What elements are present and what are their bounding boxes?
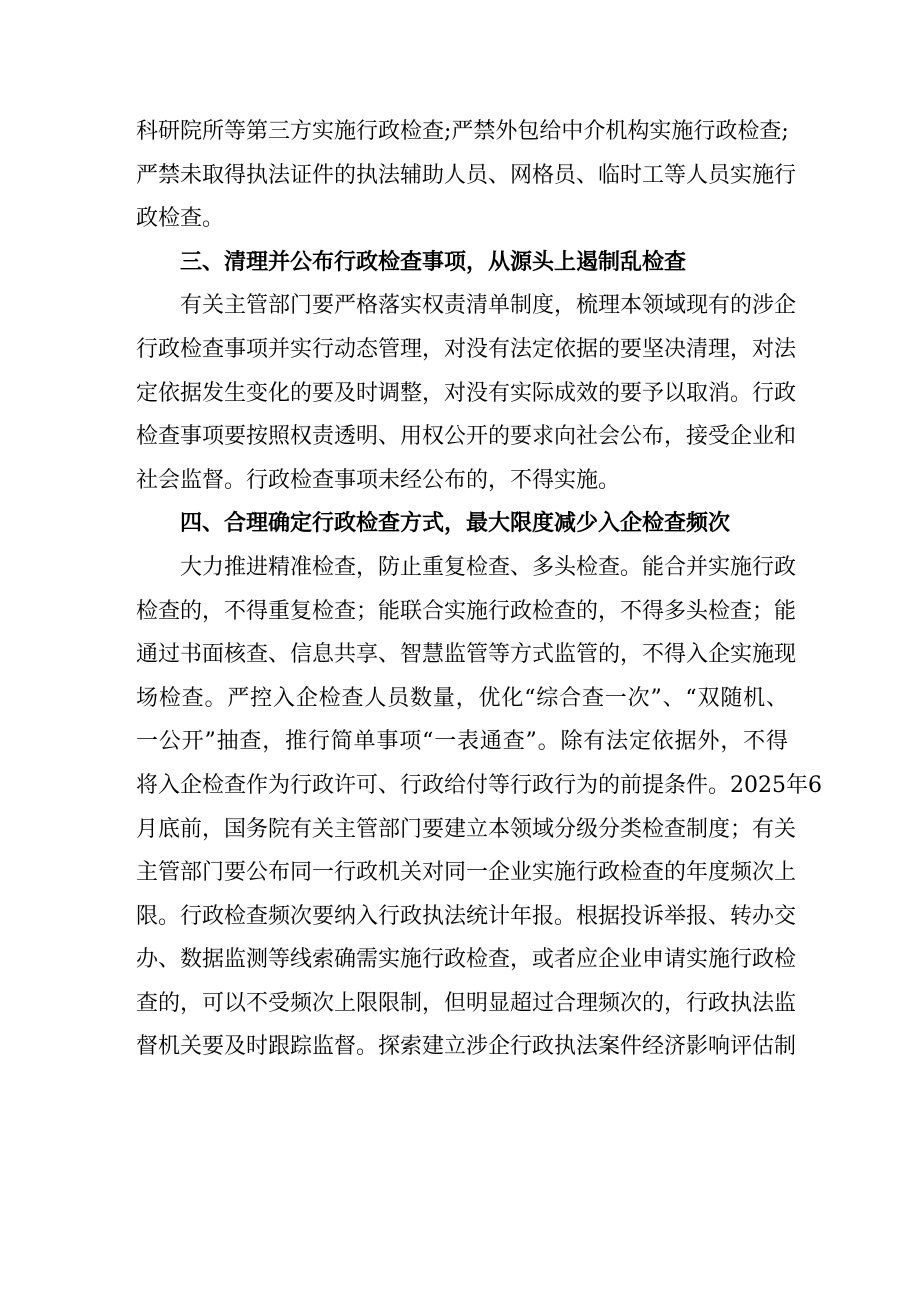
paragraph-line: 检查事项要按照权责透明、用权公开的要求向社会公布，接受企业和 [136, 424, 797, 450]
paragraph-line: 查的，可以不受频次上限限制，但明显超过合理频次的，行政执法监 [136, 990, 797, 1016]
paragraph-line: 大力推进精准检查，防止重复检查、多头检查。能合并实施行政 [180, 554, 797, 580]
paragraph-line: 有关主管部门要严格落实权责清单制度，梳理本领域现有的涉企 [180, 293, 797, 319]
paragraph-line: 一公开”抽查，推行简单事项“一表通查”。除有法定依据外，不得 [136, 729, 788, 755]
section-4-heading: 四、合理确定行政检查方式，最大限度减少入企检查频次 [180, 511, 731, 537]
section-3-heading: 三、清理并公布行政检查事项，从源头上遏制乱检查 [180, 249, 687, 275]
paragraph-line: 定依据发生变化的要及时调整，对没有实际成效的要予以取消。行政 [136, 380, 797, 406]
paragraph-line: 通过书面核查、信息共享、智慧监管等方式监管的，不得入企实施现 [136, 642, 797, 668]
section-3 [136, 241, 797, 503]
paragraph-line: 限。行政检查频次要纳入行政执法统计年报。根据投诉举报、转办交 [136, 903, 797, 929]
paragraph-line: 主管部门要公布同一行政机关对同一企业实施行政检查的年度频次上 [136, 860, 797, 886]
paragraph-line: 月底前，国务院有关主管部门要建立本领域分级分类检查制度；有关 [136, 816, 797, 842]
paragraph-line: 督机关要及时跟踪监督。探索建立涉企行政执法案件经济影响评估制 [136, 1034, 797, 1060]
intro-paragraph [136, 110, 797, 241]
paragraph-line: 严禁未取得执法证件的执法辅助人员、网格员、临时工等人员实施行 [136, 162, 797, 188]
paragraph-line: 办、数据监测等线索确需实施行政检查，或者应企业申请实施行政检 [136, 947, 797, 973]
section-4 [136, 502, 822, 1069]
paragraph-line: 政检查。 [136, 206, 225, 232]
paragraph-line: 社会监督。行政检查事项未经公布的，不得实施。 [136, 467, 621, 493]
document-body [136, 110, 822, 1069]
paragraph-line: 检查的，不得重复检查；能联合实施行政检查的，不得多头检查；能 [136, 598, 797, 624]
paragraph-line: 场检查。严控入企检查人员数量，优化“综合查一次”、“双随机、 [136, 685, 788, 711]
paragraph-line: 科研院所等第三方实施行政检查;严禁外包给中介机构实施行政检查; [136, 119, 789, 144]
paragraph-line: 行政检查事项并实行动态管理，对没有法定依据的要坚决清理，对法 [136, 336, 797, 362]
paragraph-line: 将入企检查作为行政许可、行政给付等行政行为的前提条件。2025年6 [136, 772, 822, 798]
